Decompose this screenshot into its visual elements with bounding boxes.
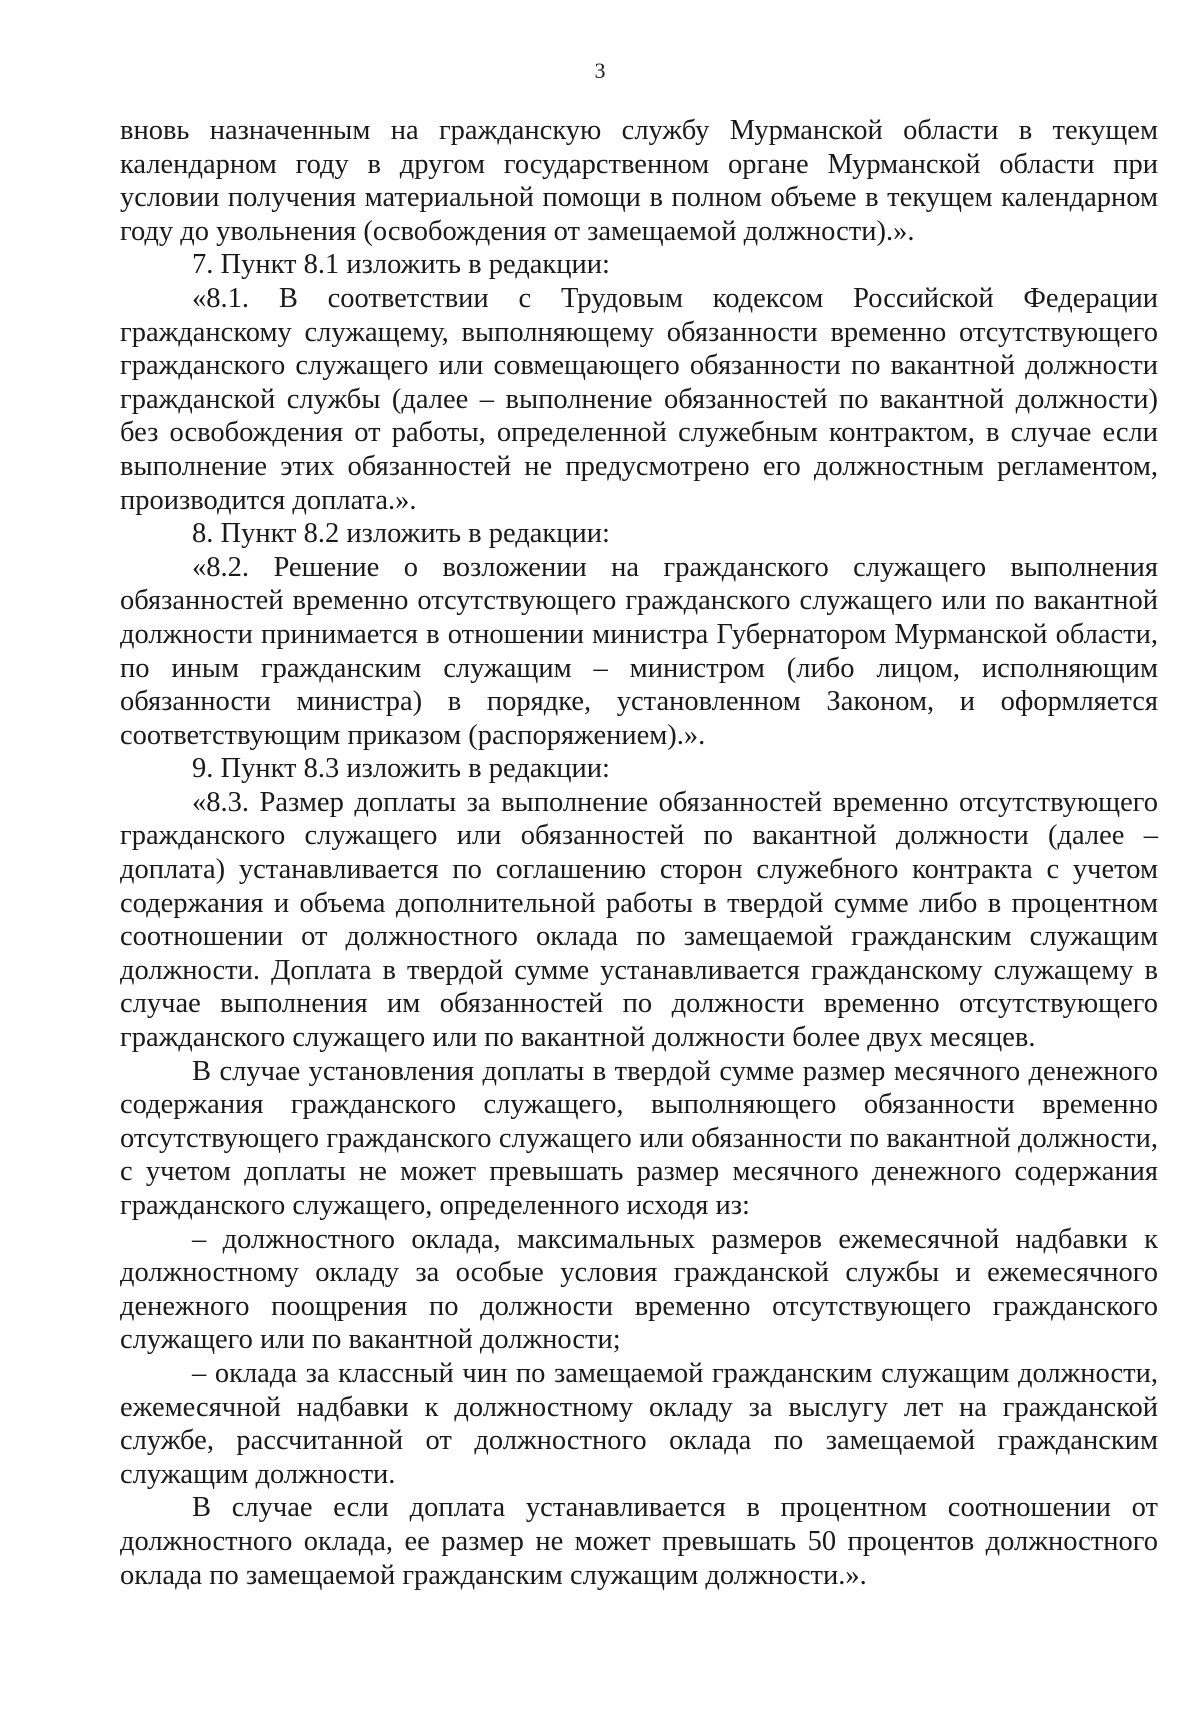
paragraph-clause-8-3: «8.3. Размер доплаты за выполнение обязанностей временно отсутствующего гражданского служащего или обязанностей по вакантной должности (далее – доплата) устанавливается по соглашению сторон служебного контракта с учетом содержания и объема дополнительной работы в твердой сумме либо в процентном соотношении от должностного оклада по замещаемой гражданским служащим должности. Доплата в твердой сумме устанавливается гражданскому служащему в случае выполнения им обязанностей по должности временно отсутствующего гражданского служащего или по вакантной должности более двух месяцев. xyxy=(120,786,1158,1054)
paragraph-item-9: 9. Пункт 8.3 изложить в редакции: xyxy=(192,753,610,785)
paragraph-clause-8-1: «8.1. В соответствии с Трудовым кодексом Российской Федерации гражданскому служащему, выполняющему обязанности временно отсутствующего гражданского служащего или совмещающего обязанности по вакантной должности гражданской службы (далее – выполнение обязанностей по вакантной должности) без освобождения от работы, определенной служебным контрактом, в случае если выполнение этих обязанностей не предусмотрено его должностным регламентом, производится доплата.». xyxy=(120,282,1158,516)
list-item-salary-components: – должностного оклада, максимальных размеров ежемесячной надбавки к должностному окладу за особые условия гражданской службы и ежемесячного денежного поощрения по должности временно отсутствующего гражданского служащего или по вакантной должности; xyxy=(120,1223,1158,1356)
paragraph-percentage-limit: В случае если доплата устанавливается в процентном соотношении от должностного оклада, ее размер не может превышать 50 процентов должностного оклада по замещаемой гражданским служащим должности.». xyxy=(120,1492,1158,1591)
paragraph-fixed-sum: В случае установления доплаты в твердой сумме размер месячного денежного содержания гражданского служащего, выполняющего обязанности временно отсутствующего гражданского служащего или обязанности по вакантной должности, с учетом доплаты не может превышать размер месячного денежного содержания гражданского служащего, определенного исходя из: xyxy=(120,1055,1158,1221)
paragraph-clause-8-2: «8.2. Решение о возложении на гражданского служащего выполнения обязанностей временно отсутствующего гражданского служащего или по вакантной должности принимается в отношении министра Губернатором Мурманской области, по иным гражданским служащим – министром (либо лицом, исполняющим обязанности министра) в порядке, установленном Законом, и оформляется соответствующим приказом (распоряжением).». xyxy=(120,551,1158,751)
document-body xyxy=(120,114,1158,1592)
paragraph-item-7: 7. Пункт 8.1 изложить в редакции: xyxy=(192,249,610,281)
list-item-class-rank: – оклада за классный чин по замещаемой гражданским служащим должности, ежемесячной надбавки к должностному окладу за выслугу лет на гражданской службе, рассчитанной от должностного оклада по замещаемой гражданским служащим должности. xyxy=(120,1357,1158,1490)
paragraph-continuation: вновь назначенным на гражданскую службу Мурманской области в текущем календарном году в другом государственном органе Мурманской области при условии получения материальной помощи в полном объеме в текущем календарном году до увольнения (освобождения от замещаемой должности).». xyxy=(120,115,1158,247)
page-number: 3 xyxy=(594,58,606,83)
paragraph-item-8: 8. Пункт 8.2 изложить в редакции: xyxy=(192,518,610,550)
